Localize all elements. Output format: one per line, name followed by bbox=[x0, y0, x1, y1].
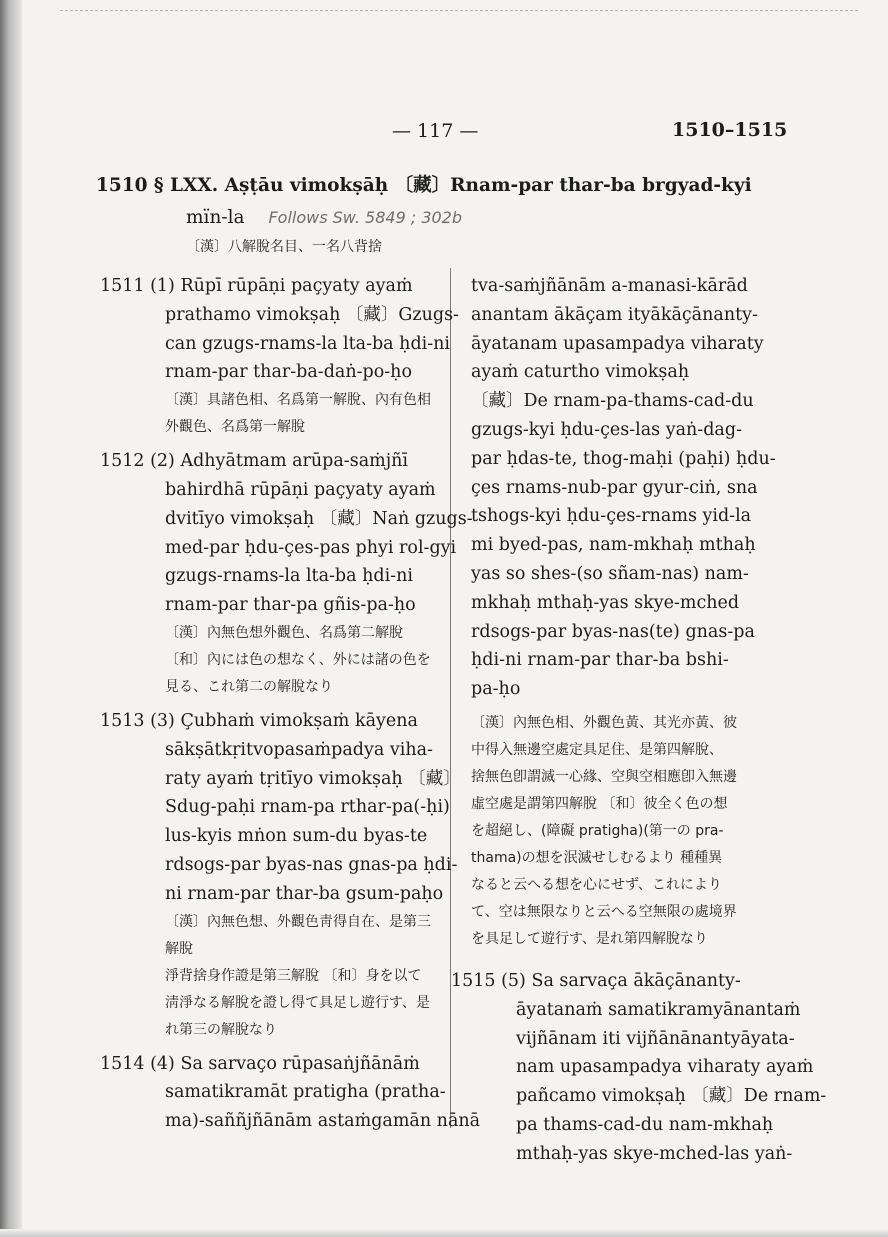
page-edge-shadow bbox=[0, 0, 22, 1237]
entry-1510 bbox=[96, 170, 786, 261]
entry-kanji: なると云へる想を心にせず、これにより bbox=[471, 876, 722, 893]
entry-1514 bbox=[100, 1050, 481, 1136]
entry-line: mi byed-pas, nam-mkhaḥ mthaḥ bbox=[471, 535, 756, 556]
entry-line: prathamo vimokṣaḥ 〔藏〕Gzugs- bbox=[165, 304, 459, 325]
entry-kanji: 〔漢〕內無色想外觀色、名爲第二解脫 bbox=[165, 624, 403, 641]
entry-line: raty ayaṁ tṛitīyo vimokṣaḥ 〔藏〕 bbox=[165, 768, 461, 789]
entry-line: gzugs-rnams-la lta-ba ḥdi-ni bbox=[165, 566, 413, 587]
entry-line: çes rnams-nub-par gyur-ciṅ, sna bbox=[471, 477, 758, 498]
entry-line: 1511 (1) Rūpī rūpāṇi paçyaty ayaṁ bbox=[100, 276, 413, 296]
entry-line: med-par ḥdu-çes-pas phyi rol-gyi bbox=[165, 537, 457, 558]
entry-line: pa thams-cad-du nam-mkhaḥ bbox=[516, 1114, 774, 1135]
entry-line: rnam-par thar-ba-daṅ-po-ḥo bbox=[165, 362, 412, 383]
entry-line: bahirdhā rūpāṇi paçyaty ayaṁ bbox=[165, 479, 436, 500]
entry-kanji: 見る、これ第二の解脫なり bbox=[165, 678, 333, 695]
entry-kanji: 淸淨なる解脫を證し得て具足し遊行す、是 bbox=[165, 994, 430, 1011]
entry-line: gzugs-kyi ḥdu-çes-las yaṅ-dag- bbox=[471, 419, 742, 440]
entry-line: sākṣātkṛitvopasaṁpadya viha- bbox=[165, 739, 433, 760]
entry-line: mkhaḥ mthaḥ-yas skye-mched bbox=[471, 592, 740, 613]
entry-line: lus-kyis mṅon sum-du byas-te bbox=[165, 826, 428, 847]
entry-line: ma)-saññjñānām astaṁgamān nānā bbox=[165, 1111, 481, 1132]
entry-1510-kanji: 〔漢〕八解脫名目、一名八背捨 bbox=[186, 239, 382, 255]
entry-line: nam upasampadya viharaty ayaṁ bbox=[516, 1057, 814, 1078]
entry-kanji: 淨背捨身作證是第三解脫 〔和〕身を以て bbox=[165, 967, 422, 984]
entry-kanji: を超絕し、(障礙 pratigha)(第一の pra- bbox=[471, 822, 724, 839]
entry-line: samatikramāt pratigha (pratha- bbox=[165, 1082, 446, 1103]
entry-line: ḥdi-ni rnam-par thar-ba bshi- bbox=[471, 650, 729, 671]
entry-1511 bbox=[100, 272, 459, 441]
entry-line: rnam-par thar-pa gñis-pa-ḥo bbox=[165, 595, 416, 616]
entry-line: āyatanam upasampadya viharaty bbox=[471, 333, 764, 354]
entry-kanji: て、空は無限なりと云へる空無限の處境界 bbox=[471, 903, 737, 920]
entry-line: āyatanaṁ samatikramyānantaṁ bbox=[516, 999, 801, 1020]
entry-kanji: 〔漢〕內無色相、外觀色黃、其光亦黃、彼 bbox=[471, 714, 737, 731]
entry-kanji: thama)の想を泯滅せしむるより 種種異 bbox=[471, 849, 723, 866]
entry-kanji: 〔和〕內には色の想なく、外には諸の色を bbox=[165, 651, 431, 668]
entry-line: anantam ākāçam ityākāçānanty- bbox=[471, 304, 758, 325]
page-bottom-shadow bbox=[0, 1229, 888, 1237]
entry-line: mthaḥ-yas skye-mched-las yaṅ- bbox=[516, 1143, 793, 1164]
entry-kanji: 捨無色卽謂滅一心緣、空與空相應卽入無邊 bbox=[471, 768, 737, 785]
entry-line: dvitīyo vimokṣaḥ 〔藏〕Naṅ gzugs- bbox=[165, 508, 473, 529]
entry-kanji: 解脫 bbox=[165, 940, 193, 957]
entry-line: par ḥdas-te, thog-maḥi (paḥi) ḥdu- bbox=[471, 448, 776, 469]
entry-kanji: 外觀色、名爲第一解脫 bbox=[165, 419, 305, 436]
entry-line: pañcamo vimokṣaḥ 〔藏〕De rnam- bbox=[516, 1086, 827, 1107]
entry-line: 1512 (2) Adhyātmam arūpa-saṁjñī bbox=[100, 451, 409, 472]
entry-line: rdsogs-par byas-nas(te) gnas-pa bbox=[471, 621, 755, 642]
entry-line: tva-saṁjñānām a-manasi-kārād bbox=[471, 276, 748, 296]
left-column bbox=[100, 272, 481, 1136]
entry-line: rdsogs-par byas-nas gnas-pa ḥdi- bbox=[165, 854, 458, 875]
entry-kanji: 〔漢〕內無色想、外觀色靑得自在、是第三 bbox=[165, 913, 431, 930]
entry-line: ni rnam-par thar-ba gsum-paḥo bbox=[165, 883, 444, 904]
entry-1513 bbox=[100, 707, 461, 1044]
entry-1514-continued bbox=[471, 272, 783, 953]
entry-line: pa-ḥo bbox=[471, 679, 521, 700]
entry-kanji: を具足して遊行す、是れ第四解脫なり bbox=[471, 930, 708, 947]
entry-kanji: 〔漢〕具諸色相、名爲第一解脫、內有色相 bbox=[165, 392, 431, 409]
entry-line: vijñānam iti vijñānānantyāyata- bbox=[516, 1028, 795, 1049]
entry-kanji: 虛空處是謂第四解脫 〔和〕彼全く色の想 bbox=[471, 795, 728, 812]
entry-1510-line bbox=[96, 202, 786, 234]
page-number: — 117 — bbox=[392, 120, 479, 142]
entry-1510-line-text: mïn-la bbox=[186, 207, 245, 228]
entry-range: 1510–1515 bbox=[672, 119, 788, 141]
entry-line: can gzugs-rnams-la lta-ba ḥdi-ni bbox=[165, 333, 451, 354]
entry-line: 1513 (3) Çubhaṁ vimokṣaṁ kāyena bbox=[100, 710, 418, 731]
entry-kanji: 中得入無邊空處定具足住、是第四解脫、 bbox=[471, 741, 723, 758]
entry-1515 bbox=[451, 967, 827, 1169]
entry-line: 1515 (5) Sa sarvaça ākāçānanty- bbox=[451, 970, 741, 991]
entry-line: Sdug-paḥi rnam-pa rthar-pa(-ḥi) bbox=[165, 797, 450, 818]
entry-line: 〔藏〕De rnam-pa-thams-cad-du bbox=[471, 391, 754, 412]
entry-line: 1514 (4) Sa sarvaço rūpasaṅjñānāṁ bbox=[100, 1053, 420, 1074]
entry-line: yas so shes-(so sñam-nas) nam- bbox=[471, 563, 749, 584]
entry-line: ayaṁ caturtho vimokṣaḥ bbox=[471, 362, 690, 383]
right-column bbox=[451, 272, 827, 1169]
top-edge-rule bbox=[60, 10, 858, 11]
entry-1512 bbox=[100, 447, 473, 701]
handwritten-note: Follows Sw. 5849 ; 302b bbox=[268, 208, 463, 227]
entry-1510-line: 1510 § LXX. Aṣṭāu vimokṣāḥ 〔藏〕Rnam-par thar-ba brgyad-kyi bbox=[96, 175, 752, 196]
entry-kanji: れ第三の解脫なり bbox=[165, 1021, 277, 1038]
entry-line: tshogs-kyi ḥdu-çes-rnams yid-la bbox=[471, 506, 752, 527]
